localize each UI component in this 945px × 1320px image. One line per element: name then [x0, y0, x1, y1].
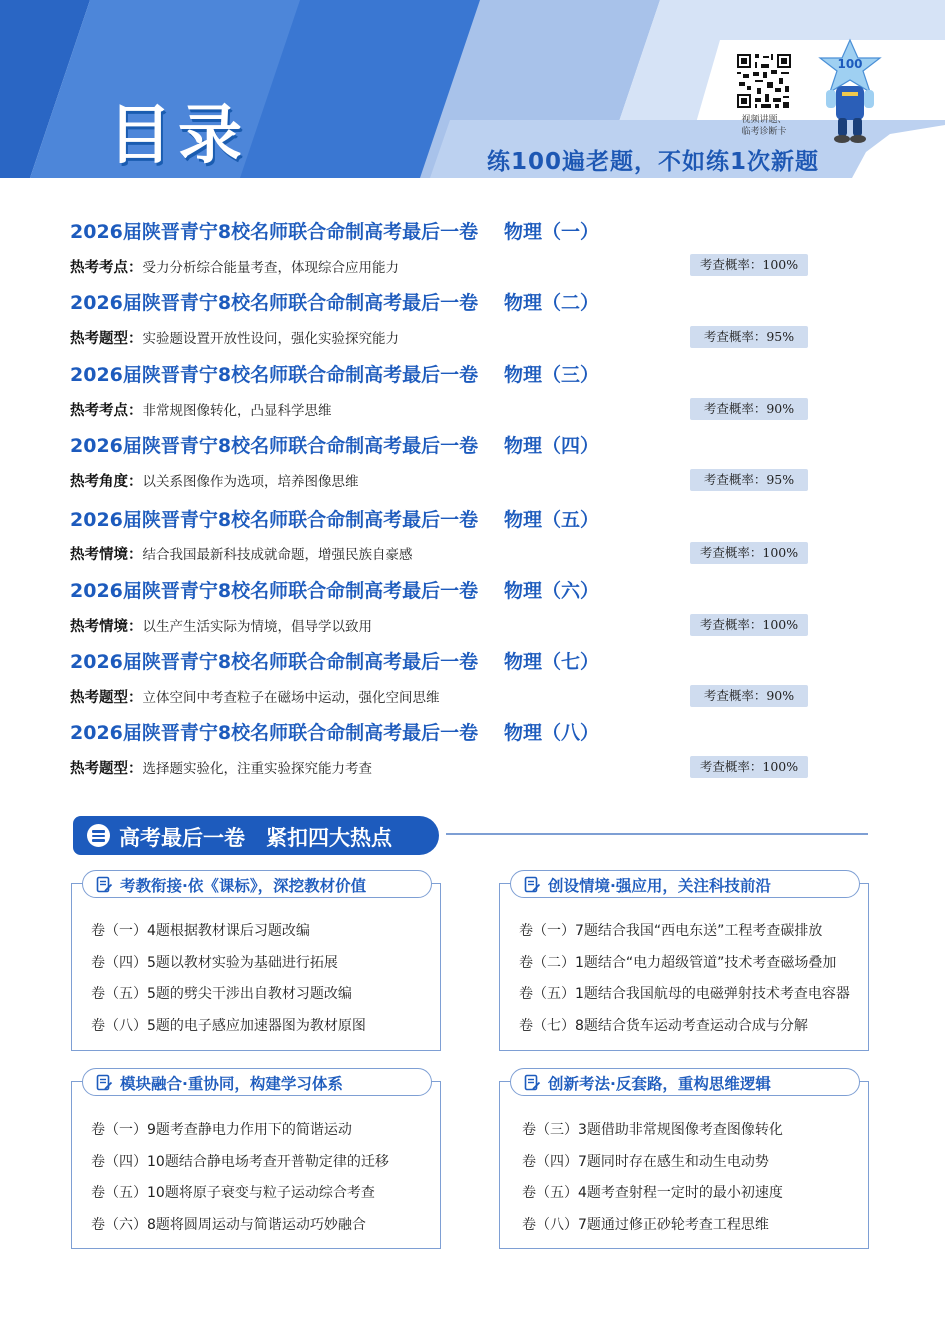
page-header: [0, 0, 945, 200]
toc-desc-text: 实验题设置开放性设问，强化实验探究能力: [142, 331, 399, 347]
toc-title-text: 2026届陕晋青宁8校名师联合命制高考最后一卷: [70, 580, 479, 602]
toc-entry-title[interactable]: [70, 576, 600, 603]
hotspot-box: [71, 877, 441, 1051]
hotspot-box-title: 创设情境·强应用，关注科技前沿: [548, 877, 771, 895]
toc-desc-text: 选择题实验化，注重实验探究能力考查: [142, 761, 372, 777]
section-title: 高考最后一卷 紧扣四大热点: [119, 826, 392, 850]
hotspot-item: 卷（五）1题结合我国航母的电磁弹射技术考查电容器: [519, 986, 850, 1002]
toc-title-text: 2026届陕晋青宁8校名师联合命制高考最后一卷: [70, 722, 479, 744]
toc-entry-desc: [70, 686, 440, 707]
toc-entry-title[interactable]: [70, 431, 600, 458]
toc-desc-text: 以关系图像作为选项，培养图像思维: [142, 474, 359, 490]
hotspot-item: 卷（四）10题结合静电场考查开普勒定律的迁移: [91, 1154, 389, 1170]
toc-desc-text: 受力分析综合能量考查，体现综合应用能力: [142, 260, 399, 276]
hotspot-item: 卷（八）5题的电子感应加速器图为教材原图: [91, 1018, 366, 1034]
toc-subject: 物理（二）: [504, 292, 600, 314]
hotspot-box: [499, 1075, 869, 1249]
hotspot-box-header: [510, 870, 860, 898]
probability-badge: 考查概率：100%: [690, 614, 808, 636]
book-icon: [87, 824, 110, 847]
probability-badge: 考查概率：95%: [690, 469, 808, 491]
hotspot-item: 卷（八）7题通过修正砂轮考查工程思维: [522, 1217, 769, 1233]
qr-code[interactable]: [735, 52, 793, 110]
hotspot-item: 卷（四）5题以教材实验为基础进行拓展: [91, 955, 338, 971]
page-title: 目录: [108, 99, 248, 173]
toc-entry-desc: [70, 399, 332, 420]
qr-caption-line: 临考诊断卡: [741, 127, 787, 137]
divider: [446, 833, 868, 835]
toc-desc-text: 结合我国最新科技成就命题，增强民族自豪感: [142, 547, 413, 563]
toc-desc-key: 热考题型：: [70, 690, 143, 706]
probability-badge: 考查概率：100%: [690, 542, 808, 564]
toc-desc-key: 热考考点：: [70, 403, 143, 419]
toc-entry-desc: [70, 470, 359, 491]
toc-desc-key: 热考题型：: [70, 761, 143, 777]
toc-desc-key: 热考情境：: [70, 619, 143, 635]
toc-entry-desc: [70, 543, 413, 564]
hotspot-item: 卷（五）5题的劈尖干涉出自教材习题改编: [91, 986, 352, 1002]
toc-desc-text: 以生产生活实际为情境，倡导学以致用: [142, 619, 372, 635]
hotspot-item: 卷（七）8题结合货车运动考查运动合成与分解: [519, 1018, 808, 1034]
hotspot-item: 卷（五）10题将原子衰变与粒子运动综合考查: [91, 1185, 375, 1201]
hotspot-box-title: 模块融合·重协同，构建学习体系: [120, 1075, 343, 1093]
toc-entry-title[interactable]: [70, 217, 600, 244]
hotspot-item: 卷（二）1题结合“电力超级管道”技术考查磁场叠加: [519, 955, 837, 971]
toc-entry-title[interactable]: [70, 288, 600, 315]
toc-entry-title[interactable]: [70, 360, 600, 387]
note-icon: [96, 1074, 113, 1091]
probability-badge: 考查概率：100%: [690, 756, 808, 778]
hotspot-box-header: [82, 1068, 432, 1096]
hotspot-item: 卷（六）8题将圆周运动与简谐运动巧妙融合: [91, 1217, 366, 1233]
hotspot-box: [71, 1075, 441, 1249]
probability-badge: 考查概率：90%: [690, 398, 808, 420]
hotspot-item: 卷（三）3题借助非常规图像考查图像转化: [522, 1122, 783, 1138]
hotspot-box-header: [510, 1068, 860, 1096]
hotspot-item: 卷（一）7题结合我国“西电东送”工程考查碳排放: [519, 923, 823, 939]
toc-subject: 物理（一）: [504, 221, 600, 243]
toc-entry-desc: [70, 327, 399, 348]
toc-subject: 物理（四）: [504, 435, 600, 457]
hotspot-box-title: 考教衔接·依《课标》，深挖教材价值: [120, 877, 367, 895]
hotspot-item: 卷（一）9题考查静电力作用下的简谐运动: [91, 1122, 352, 1138]
probability-badge: 考查概率：90%: [690, 685, 808, 707]
toc-desc-key: 热考角度：: [70, 474, 143, 490]
note-icon: [96, 876, 113, 893]
toc-subject: 物理（八）: [504, 722, 600, 744]
note-icon: [524, 1074, 541, 1091]
toc-subject: 物理（五）: [504, 509, 600, 531]
toc-title-text: 2026届陕晋青宁8校名师联合命制高考最后一卷: [70, 292, 479, 314]
toc-desc-text: 立体空间中考查粒子在磁场中运动，强化空间思维: [142, 690, 440, 706]
toc-subject: 物理（七）: [504, 651, 600, 673]
toc-desc-key: 热考情境：: [70, 547, 143, 563]
toc-desc-text: 非常规图像转化，凸显科学思维: [142, 403, 332, 419]
toc-title-text: 2026届陕晋青宁8校名师联合命制高考最后一卷: [70, 221, 479, 243]
toc-subject: 物理（三）: [504, 364, 600, 386]
toc-entry-title[interactable]: [70, 647, 600, 674]
note-icon: [524, 876, 541, 893]
qr-caption-line: 视频讲题、: [741, 115, 787, 125]
toc-desc-key: 热考考点：: [70, 260, 143, 276]
section-banner: [73, 816, 439, 855]
header-slogan: 练100遍老题，不如练1次新题: [487, 149, 820, 175]
hotspot-box: [499, 877, 869, 1051]
hotspot-item: 卷（一）4题根据教材课后习题改编: [91, 923, 310, 939]
star-mascot-icon: [812, 38, 888, 144]
toc-title-text: 2026届陕晋青宁8校名师联合命制高考最后一卷: [70, 435, 479, 457]
toc-title-text: 2026届陕晋青宁8校名师联合命制高考最后一卷: [70, 509, 479, 531]
hotspot-box-title: 创新考法·反套路，重构思维逻辑: [548, 1075, 771, 1093]
toc-entry-title[interactable]: [70, 718, 600, 745]
toc-entry-title[interactable]: [70, 505, 600, 532]
probability-badge: 考查概率：95%: [690, 326, 808, 348]
hotspot-item: 卷（五）4题考查射程一定时的最小初速度: [522, 1185, 783, 1201]
toc-entry-desc: [70, 256, 399, 277]
toc-title-text: 2026届陕晋青宁8校名师联合命制高考最后一卷: [70, 651, 479, 673]
toc-entry-desc: [70, 757, 372, 778]
toc-title-text: 2026届陕晋青宁8校名师联合命制高考最后一卷: [70, 364, 479, 386]
mascot-badge: 100: [837, 57, 863, 71]
qr-caption: [728, 114, 800, 138]
probability-badge: 考查概率：100%: [690, 254, 808, 276]
hotspot-box-header: [82, 870, 432, 898]
toc-subject: 物理（六）: [504, 580, 600, 602]
toc-desc-key: 热考题型：: [70, 331, 143, 347]
hotspot-item: 卷（四）7题同时存在感生和动生电动势: [522, 1154, 769, 1170]
toc-entry-desc: [70, 615, 372, 636]
